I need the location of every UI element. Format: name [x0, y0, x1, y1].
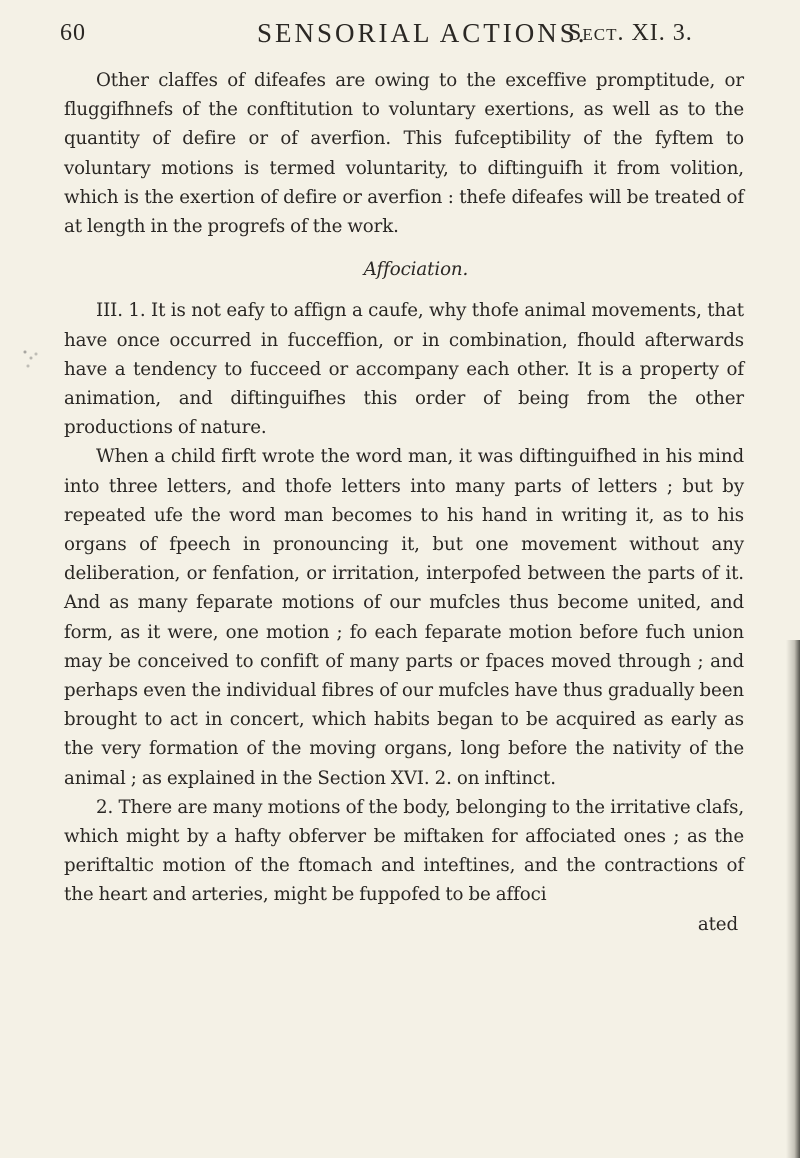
- section-title-association: Affociation.: [363, 259, 469, 281]
- page-edge-shadow: [786, 640, 800, 1158]
- paragraph-irritative-motions: 2. There are many motions of the body, belonging to the irritative clafs, which might by a hafty obferver be miftaken for affociated ones ; as the periftaltic motion of the ftomach and inteftines, and the contractions of the heart and arteries, might be fuppofed to be affoci: [64, 796, 744, 906]
- paragraph-child-writing-example: When a child firft wrote the word man, it was diftinguifhed in his mind into three letters, and thofe letters into many parts of letters ; but by repeated ufe the word man becomes to his hand in writing it, as to his organs of fpeech in pronouncing it, but one movement without any deliberation, or fenfation, or irritation, interpofed between the parts of it. And as many feparate motions of our mufcles thus become united, and form, as it were, one motion ; fo each feparate motion before fuch union may be conceived to confift of many parts or fpaces moved through ; and perhaps even the individual fibres of our mufcles have thus gradually been brought to act in concert, which habits began to be acquired as early as the very formation of the moving organs, long before the nativity of the animal ; as explained in the Section XVI. 2. on inftinct.: [64, 446, 744, 789]
- catchword: ated: [697, 913, 738, 935]
- paragraph-association-definition: III. 1. It is not eafy to affign a caufe, why thofe animal movements, that have once occurred in fucceffion, or in combination, fhould afterwards have a tendency to fucceed or accompany each other. It is a property of animation, and diftinguifhes this order of being from the other productions of nature.: [64, 300, 744, 439]
- page-header: [60, 14, 756, 54]
- body-text: [64, 66, 744, 939]
- section-reference: Sect. XI. 3.: [568, 20, 693, 46]
- running-title: SENSORIAL ACTIONS.: [257, 18, 588, 48]
- paper-specks: [22, 348, 40, 372]
- page-number: 60: [60, 20, 86, 46]
- paragraph-diseases-of-voluntarity: Other claffes of difeafes are owing to the exceffive promptitude, or fluggifhnefs of the conftitution to voluntary exertions, as well as to the quantity of defire or of averfion. This fufceptibility of the fyftem to voluntary motions is termed voluntarity, to diftinguifh it from volition, which is the exertion of defire or averfion : thefe difeafes will be treated of at length in the progrefs of the work.: [64, 70, 744, 238]
